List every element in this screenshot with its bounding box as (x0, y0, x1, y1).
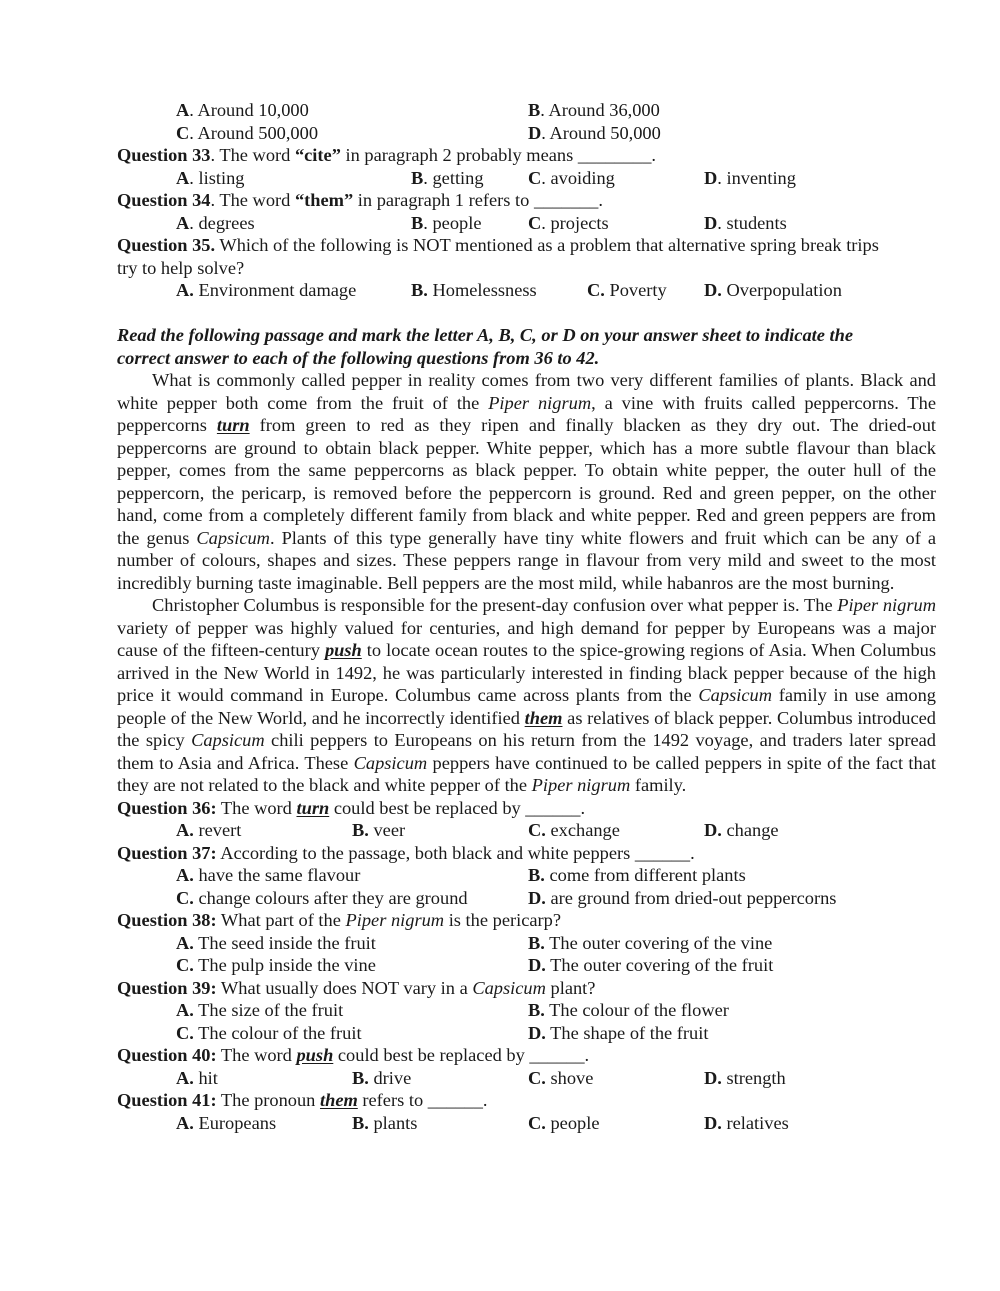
q39-option-a[interactable]: A. The size of the fruit (176, 1000, 344, 1020)
worksheet-page (117, 99, 936, 1134)
q38-options-row-1 (117, 932, 936, 955)
question-33: Question 33. The word “cite” in paragraph 2 probably means ________. (117, 145, 657, 165)
q32-option-b[interactable]: B. Around 36,000 (528, 100, 660, 120)
q36-option-d[interactable]: D. change (704, 820, 779, 840)
q34-options (117, 212, 936, 235)
question-36: Question 36: The word turn could best be replaced by ______. (117, 797, 586, 818)
q38-option-d[interactable]: D. The outer covering of the fruit (528, 955, 774, 975)
q37-option-c[interactable]: C. change colours after they are ground (176, 887, 468, 908)
q34-option-c[interactable]: C. projects (528, 212, 609, 233)
q38-options-row-2 (117, 954, 936, 977)
q39-option-c[interactable]: C. The colour of the fruit (176, 1022, 362, 1043)
q36-option-c[interactable]: C. exchange (528, 820, 620, 840)
q39-option-b[interactable]: B. The colour of the flower (528, 1000, 729, 1020)
q34-option-a[interactable]: A. degrees (176, 212, 255, 233)
q33-option-b[interactable]: B. getting (411, 167, 484, 188)
q37-option-b[interactable]: B. come from different plants (528, 865, 746, 885)
q38-option-a[interactable]: A. The seed inside the fruit (176, 932, 376, 953)
q32-option-a[interactable]: A. Around 10,000 (176, 100, 309, 120)
q32-option-c[interactable]: C. Around 500,000 (176, 122, 319, 143)
question-37: Question 37: According to the passage, both black and white peppers ______. (117, 842, 695, 863)
section-gap (117, 302, 936, 325)
q41-option-b[interactable]: B. plants (352, 1112, 418, 1133)
q41-options (117, 1112, 936, 1135)
q32-options-row-2 (117, 122, 936, 145)
q32-options-row-1 (117, 99, 936, 122)
q34-option-b[interactable]: B. people (411, 212, 482, 233)
q34-option-d[interactable]: D. students (704, 212, 787, 233)
q41-option-d[interactable]: D. relatives (704, 1112, 789, 1133)
q36-option-a[interactable]: A. revert (176, 820, 242, 840)
question-39: Question 39: What usually does NOT vary in a Capsicum plant? (117, 977, 596, 998)
q39-options-row-2 (117, 1022, 936, 1045)
question-38: Question 38: What part of the Piper nigrum is the pericarp? (117, 910, 562, 930)
q33-option-a[interactable]: A. listing (176, 167, 245, 188)
question-35: Question 35. Which of the following is NOT mentioned as a problem that alternative spring break trips (117, 235, 879, 255)
q40-options (117, 1067, 936, 1090)
passage-paragraph-2: Christopher Columbus is responsible for the present-day confusion over what pepper is. The Piper nigrum variety of pepper was highly valued for centuries, and high demand for pepper by Europeans was a major cause of the fifteen-century push to locate ocean routes to the spice-growing regions of Asia. When Columbus arrived in the New World in 1492, he was particularly interested in finding black pepper because of the high price it would command in Europe. Columbus came across plants from the Capsicum family in use among people of the New World, and he incorrectly identified them as relatives of black pepper. Columbus introduced the spicy Capsicum chili peppers to Europeans on his return from the 1492 voyage, and traders later spread them to Asia and Africa. These Capsicum peppers have continued to be called peppers in spite of the fact that they are not related to the black and white pepper of the Piper nigrum family. (117, 595, 937, 795)
q36-option-b[interactable]: B. veer (352, 820, 406, 840)
q41-option-a[interactable]: A. Europeans (176, 1112, 277, 1133)
question-41: Question 41: The pronoun them refers to ______. (117, 1090, 488, 1110)
q35-option-d[interactable]: D. Overpopulation (704, 280, 842, 300)
q37-options-row-2 (117, 887, 936, 910)
q33-option-d[interactable]: D. inventing (704, 167, 796, 188)
q35-option-c[interactable]: C. Poverty (587, 280, 667, 300)
q39-options-row-1 (117, 999, 936, 1022)
q35-options (117, 279, 936, 302)
instructions-line-1: Read the following passage and mark the letter A, B, C, or D on your answer sheet to indicate the (117, 325, 854, 345)
q40-option-a[interactable]: A. hit (176, 1067, 218, 1088)
q33-option-c[interactable]: C. avoiding (528, 167, 615, 188)
passage-paragraph-1: What is commonly called pepper in reality comes from two very different families of plants. Black and white pepper both come from the fruit of the Piper nigrum, a vine with fruits called peppercorns. The peppercorns turn from green to red as they ripen and finally blacken as they dry out. The dried-out peppercorns are ground to obtain black pepper. White pepper, which has a more subtle flavour than black pepper, comes from the same peppercorns as black pepper. To obtain white pepper, the outer hull of the peppercorn, the pericarp, is removed before the peppercorn is ground. Red and green pepper, on the other hand, come from a completely different family from black and white pepper. Red and green peppers are from the genus Capsicum. Plants of this type generally have tiny white flowers and fruit which can be any of a number of colours, shapes and sizes. These peppers range in flavour from very mild and sweet to the most incredibly burning taste imaginable. Bell peppers are the most mild, while habanros are the most burning. (117, 370, 937, 593)
keyword-push: push (324, 640, 362, 660)
q35-option-a[interactable]: A. Environment damage (176, 280, 357, 300)
q38-option-b[interactable]: B. The outer covering of the vine (528, 932, 773, 953)
q40-option-c[interactable]: C. shove (528, 1067, 594, 1088)
q37-option-d[interactable]: D. are ground from dried-out peppercorns (528, 887, 837, 908)
q37-option-a[interactable]: A. have the same flavour (176, 865, 361, 885)
q41-option-c[interactable]: C. people (528, 1112, 600, 1133)
q40-option-d[interactable]: D. strength (704, 1067, 786, 1088)
q38-option-c[interactable]: C. The pulp inside the vine (176, 955, 376, 975)
question-34: Question 34. The word “them” in paragraph 1 refers to _______. (117, 190, 603, 210)
keyword-turn: turn (216, 415, 250, 435)
q39-option-d[interactable]: D. The shape of the fruit (528, 1022, 709, 1043)
question-40: Question 40: The word push could best be replaced by ______. (117, 1045, 590, 1065)
instructions-line-2: correct answer to each of the following questions from 36 to 42. (117, 347, 600, 368)
q32-option-d[interactable]: D. Around 50,000 (528, 122, 661, 143)
q37-options-row-1 (117, 864, 936, 887)
q35-option-b[interactable]: B. Homelessness (411, 280, 537, 300)
keyword-them: them (524, 707, 563, 728)
q33-options (117, 167, 936, 190)
q40-option-b[interactable]: B. drive (352, 1067, 412, 1088)
question-35-continued: try to help solve? (117, 257, 245, 278)
q36-options (117, 819, 936, 842)
